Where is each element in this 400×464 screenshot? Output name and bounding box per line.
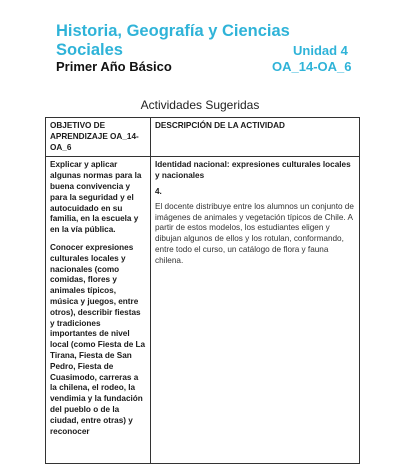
objective-text: Explicar y aplicar algunas normas para la buena convivencia y para la seguridad y el autocuidado en su familia, en la escuela y en la vía pública. (50, 160, 142, 235)
table-row (46, 157, 360, 464)
objective-text: Conocer expresiones culturales locales y nacionales (como comidas, flores y animales típicos, música y juegos, entre otros), describir fiestas y tradiciones importantes de nivel local (como Fiesta de La Tirana, Fiesta de San Pedro, Fiesta de Cuasimodo, carreras a la chilena, el rodeo, la vendimia y la fundación del pueblo o de la ciudad, entre otras) y reconocer (50, 242, 146, 436)
grade-level: Primer Año Básico (56, 59, 172, 74)
table-header-row (46, 118, 360, 157)
objective-range: OA_14-OA_6 (272, 59, 352, 74)
activity-number: 4. (155, 186, 162, 196)
activity-title: Identidad nacional: expresiones culturales locales y nacionales (155, 160, 351, 181)
activity-description: El docente distribuye entre los alumnos un conjunto de imágenes de animales y vegetación típicos de Chile. A partir de estos modelos, los estudiantes eligen y dibujan algunos de ellos y los rotulan, conformando, entre todo el curso, un catálogo de flora y fauna chilena. (155, 201, 354, 265)
objective-column-header: OBJETIVO DE APRENDIZAJE OA_14-OA_6 (46, 118, 151, 157)
section-title: Actividades Sugeridas (140, 98, 260, 112)
objective-cell (46, 157, 151, 464)
description-cell (151, 157, 360, 464)
unit-label: Unidad 4 (293, 43, 348, 58)
description-column-header: DESCRIPCIÓN DE LA ACTIVIDAD (151, 118, 360, 157)
document-title: Historia, Geografía y Ciencias Sociales (56, 22, 290, 59)
activities-table (45, 117, 360, 464)
